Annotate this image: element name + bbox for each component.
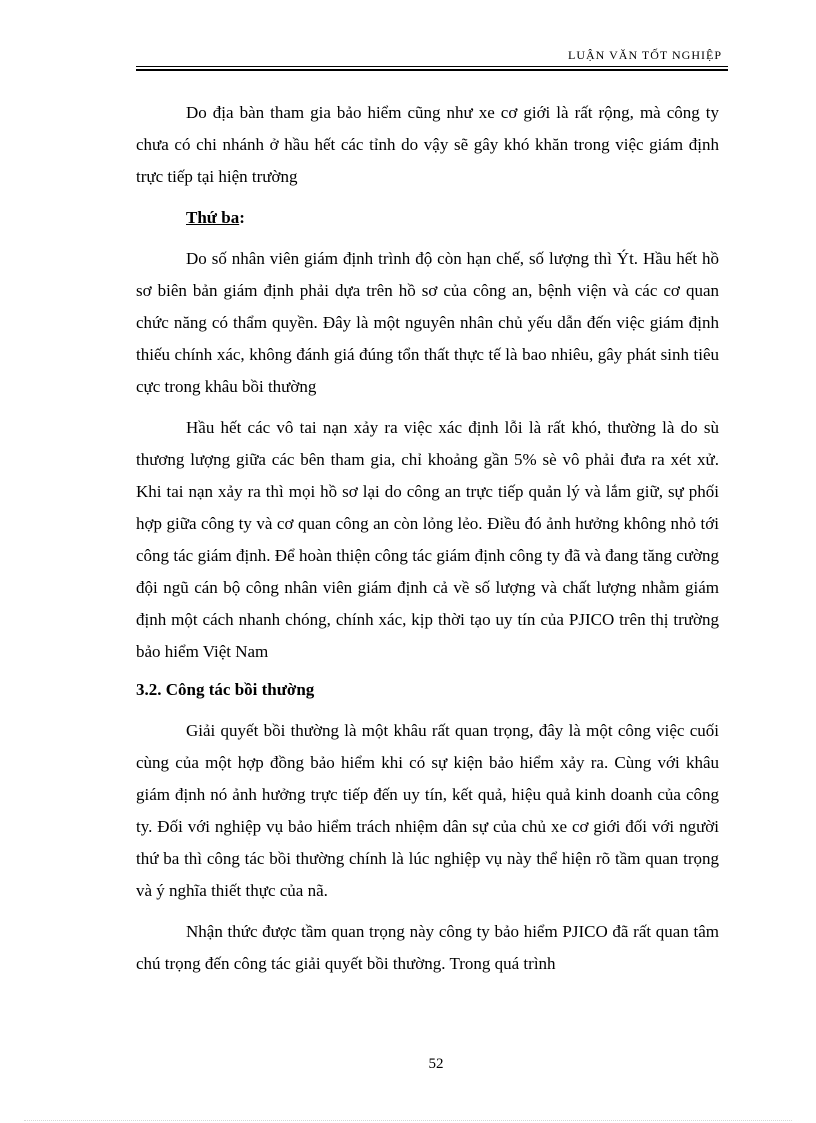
paragraph: Giải quyết bồi thường là một khâu rất quan trọng, đây là một công việc cuối cùng của một hợp đồng bảo hiểm khi có sự kiện bảo hiểm xảy ra. Cùng với khâu giám định nó ảnh hưởng trực tiếp đến uy tín, kết quả, hiệu quả kinh doanh của công ty. Đối với nghiệp vụ bảo hiểm trách nhiệm dân sự của chủ xe cơ giới đối với người thứ ba thì công tác bồi thường chính là lúc nghiệp vụ này thể hiện rõ tầm quan trọng và ý nghĩa thiết thực của nã.: [136, 721, 719, 900]
page-header: [136, 46, 728, 72]
paragraph: Do số nhân viên giám định trình độ còn hạn chế, số lượng thì Ýt. Hầu hết hồ sơ biên bản giám định phải dựa trên hồ sơ của công an, bệnh viện và các cơ quan chức năng có thẩm quyền. Đây là một nguyên nhân chủ yếu dẫn đến việc giám định thiếu chính xác, không đánh giá đúng tổn thất thực tế là bao nhiêu, gây phát sinh tiêu cực trong khâu bồi thường: [136, 249, 719, 396]
page-edge-divider: [24, 1120, 792, 1121]
paragraph: Do địa bàn tham gia bảo hiểm cũng như xe cơ giới là rất rộng, mà công ty chưa có chi nhánh ở hầu hết các tỉnh do vậy sẽ gây khó khăn trong việc giám định trực tiếp tại hiện trường: [136, 103, 719, 186]
section-label-colon: :: [239, 208, 245, 227]
header-title: LUẬN VĂN TỐT NGHIỆP: [568, 48, 722, 62]
header-rule-thick: [136, 69, 728, 71]
page-number: 52: [428, 1056, 444, 1072]
paragraph: Nhận thức được tầm quan trọng này công ty bảo hiểm PJICO đã rất quan tâm chú trọng đến công tác giải quyết bồi thường. Trong quá trình: [136, 922, 719, 973]
header-rule: [136, 66, 728, 67]
section-label: [136, 202, 719, 234]
section-heading: 3.2. Công tác bồi thường: [136, 680, 315, 699]
paragraph: Hầu hết các vô tai nạn xảy ra việc xác định lỗi là rất khó, thường là do sù thương lượng giữa các bên tham gia, chỉ khoảng gần 5% sè vô phải đưa ra xét xử. Khi tai nạn xảy ra thì mọi hồ sơ lại do công an trực tiếp quản lý và lắm giữ, sự phối hợp giữa công ty và cơ quan công an còn lỏng lẻo. Điều đó ảnh hưởng không nhỏ tới công tác giám định. Để hoàn thiện công tác giám định công ty đã và đang tăng cường đội ngũ cán bộ công nhân viên giám định cả về số lượng và chất lượng nhằm giám định một cách nhanh chóng, chính xác, kịp thời tạo uy tín của PJICO trên thị trường bảo hiểm Việt Nam: [136, 418, 719, 661]
section-label-text: Thứ ba: [186, 208, 240, 227]
document-body: [136, 97, 719, 980]
